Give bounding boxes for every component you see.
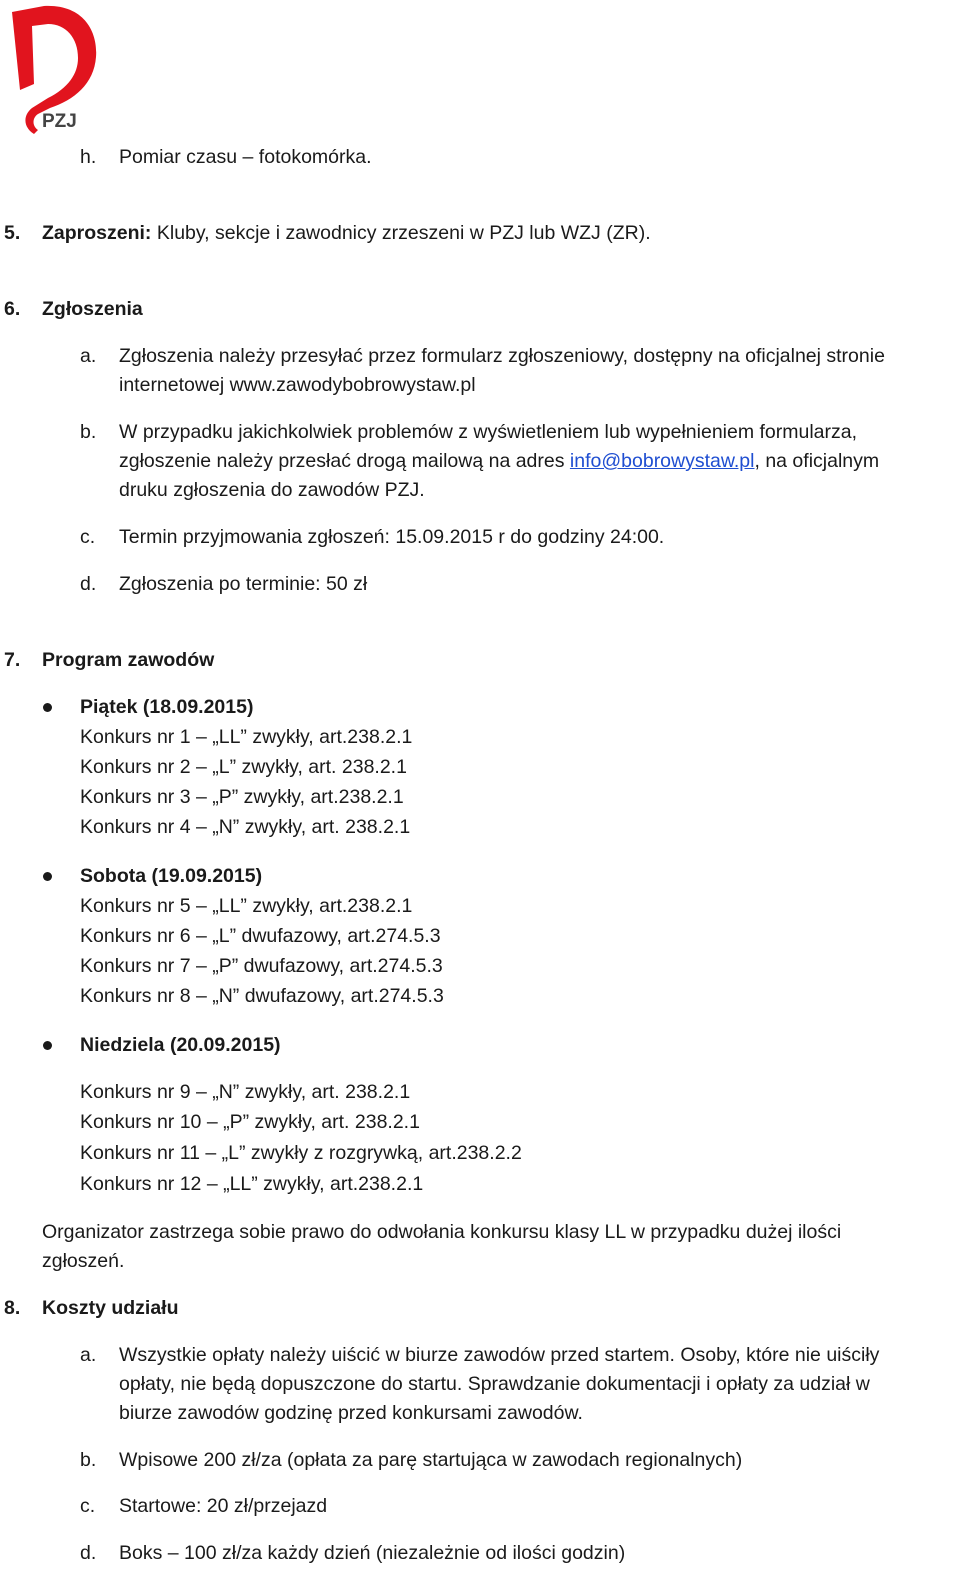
day2-item: Konkurs nr 8 – „N” dwufazowy, art.274.5.3 <box>80 985 444 1007</box>
day-title-friday: Piątek (18.09.2015) <box>80 696 254 718</box>
s8d-marker: d. <box>80 1542 97 1564</box>
s8c-marker: c. <box>80 1495 96 1517</box>
day-title-saturday: Sobota (19.09.2015) <box>80 865 263 887</box>
s6-title: Zgłoszenia <box>42 298 143 320</box>
bullet-icon <box>43 872 52 881</box>
day2-item: Konkurs nr 5 – „LL” zwykły, art.238.2.1 <box>80 895 413 917</box>
s6b-line3: druku zgłoszenia do zawodów PZJ. <box>119 479 425 501</box>
s6b-marker: b. <box>80 421 97 443</box>
day1-item: Konkurs nr 2 – „L” zwykły, art. 238.2.1 <box>80 756 407 778</box>
s4-marker: h. <box>80 146 97 168</box>
s6a-line1: Zgłoszenia należy przesyłać przez formularz zgłoszeniowy, dostępny na oficjalnej stronie <box>119 345 885 367</box>
s5-line <box>42 224 651 244</box>
s6b-line1: W przypadku jakichkolwiek problemów z wyświetleniem lub wypełnieniem formularza, <box>119 421 858 443</box>
s6d-text: Zgłoszenia po terminie: 50 zł <box>119 573 368 595</box>
day3-item: Konkurs nr 9 – „N” zwykły, art. 238.2.1 <box>80 1081 411 1103</box>
s7-number: 7. <box>4 649 21 671</box>
s6c-marker: c. <box>80 526 96 548</box>
day3-item: Konkurs nr 11 – „L” zwykły z rozgrywką, art.238.2.2 <box>80 1142 522 1164</box>
pzj-logo <box>4 2 100 136</box>
s7-note-line1: Organizator zastrzega sobie prawo do odwołania konkursu klasy LL w przypadku dużej ilości <box>42 1221 842 1243</box>
logo-text: PZJ <box>42 111 77 132</box>
s8a-line2: opłaty, nie będą dopuszczone do startu. Sprawdzanie dokumentacji i opłaty za udział w <box>119 1373 870 1395</box>
day3-item: Konkurs nr 10 – „P” zwykły, art. 238.2.1 <box>80 1111 420 1133</box>
day1-item: Konkurs nr 3 – „P” zwykły, art.238.2.1 <box>80 786 404 808</box>
day-title-sunday: Niedziela (20.09.2015) <box>80 1034 281 1056</box>
s8a-marker: a. <box>80 1344 97 1366</box>
s8a-line1: Wszystkie opłaty należy uiścić w biurze zawodów przed startem. Osoby, które nie uiściły <box>119 1344 880 1366</box>
s7-note-line2: zgłoszeń. <box>42 1250 125 1272</box>
s6b-line2-post: , na oficjalnym <box>754 450 880 472</box>
s6a-line2: internetowej www.zawodybobrowystaw.pl <box>119 374 476 396</box>
s5-title: Zaproszeni: <box>42 222 152 244</box>
s8-title: Koszty udziału <box>42 1297 179 1319</box>
s7-title: Program zawodów <box>42 649 215 671</box>
s6c-text: Termin przyjmowania zgłoszeń: 15.09.2015 r do godziny 24:00. <box>119 526 665 548</box>
s5-text: Kluby, sekcje i zawodnicy zrzeszeni w PZJ lub WZJ (ZR). <box>151 222 651 244</box>
bullet-icon <box>43 1041 52 1050</box>
s6b-line2-pre: zgłoszenie należy przesłać drogą mailową na adres <box>119 450 570 472</box>
bullet-icon <box>43 703 52 712</box>
s6d-marker: d. <box>80 573 97 595</box>
s8-number: 8. <box>4 1297 21 1319</box>
day2-item: Konkurs nr 6 – „L” dwufazowy, art.274.5.3 <box>80 925 441 947</box>
day2-item: Konkurs nr 7 – „P” dwufazowy, art.274.5.3 <box>80 955 443 977</box>
s6a-marker: a. <box>80 345 97 367</box>
s6-number: 6. <box>4 298 21 320</box>
s8b-text: Wpisowe 200 zł/za (opłata za parę startująca w zawodach regionalnych) <box>119 1449 743 1471</box>
s6b-line2 <box>119 452 879 472</box>
day3-item: Konkurs nr 12 – „LL” zwykły, art.238.2.1 <box>80 1173 424 1195</box>
day1-item: Konkurs nr 1 – „LL” zwykły, art.238.2.1 <box>80 726 413 748</box>
s8b-marker: b. <box>80 1449 97 1471</box>
s5-number: 5. <box>4 222 21 244</box>
email-link[interactable]: info@bobrowystaw.pl <box>569 450 755 472</box>
s8a-line3: biurze zawodów godzinę przed konkursami zawodów. <box>119 1402 583 1424</box>
s8d-text: Boks – 100 zł/za każdy dzień (niezależnie od ilości godzin) <box>119 1542 626 1564</box>
s4-text: Pomiar czasu – fotokomórka. <box>119 146 372 168</box>
s8c-text: Startowe: 20 zł/przejazd <box>119 1495 328 1517</box>
day1-item: Konkurs nr 4 – „N” zwykły, art. 238.2.1 <box>80 816 411 838</box>
